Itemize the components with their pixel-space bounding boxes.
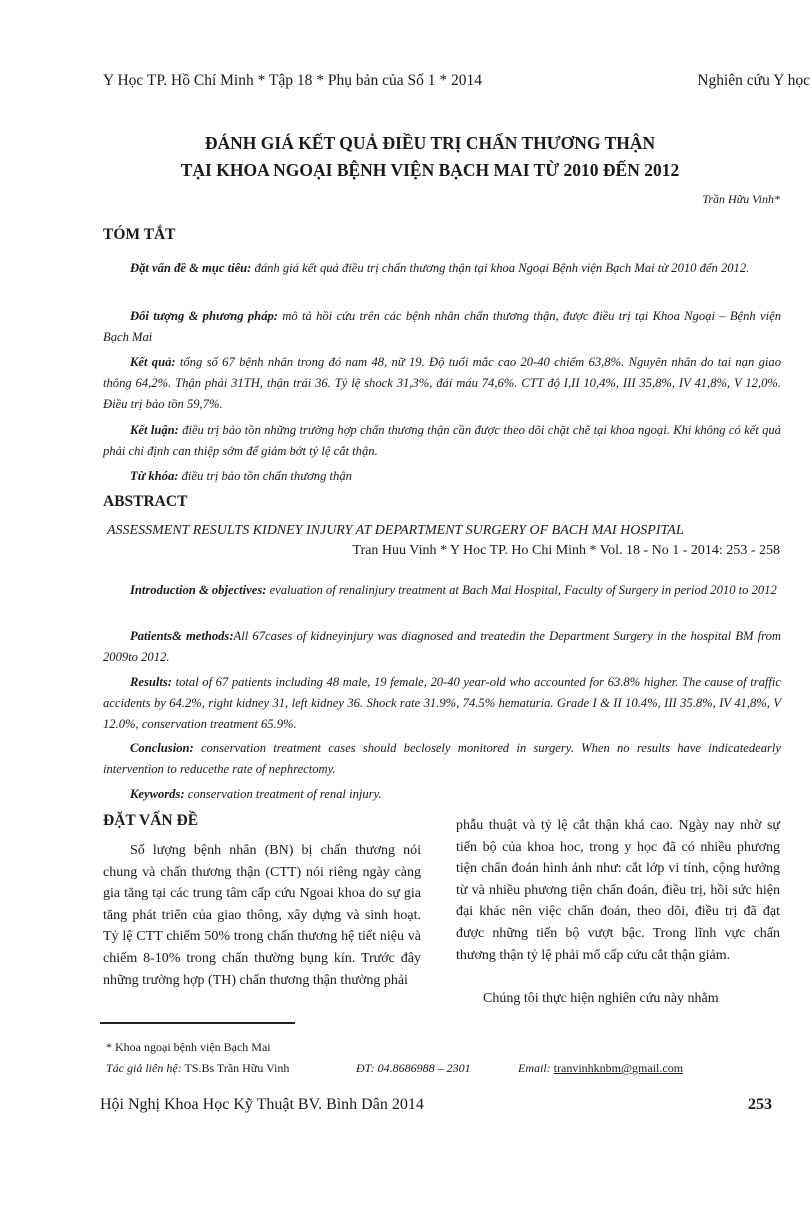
paragraph-text: phẫu thuật và tỷ lệ cắt thận khá cao. Ngày nay nhờ sự tiến bộ của khoa hoc, trong y học đã có nhiều phương tiện chẩn đoán hình ảnh như: cắt lớp vi tính, cộng hưởng từ và nhiều phương tiện chẩn đoán, điều trị, hồi sức hiện đại khác nên việc chẩn đoán, theo dõi, điều trị đã đạt được những tiến bộ vượt bậc. Trong lĩnh vực chấn thương thận tỷ lệ phải mổ cấp cứu cắt thận giảm. xyxy=(456,818,780,963)
footnote-rule xyxy=(100,1022,295,1024)
intro-left-column xyxy=(103,840,421,991)
paragraph-label: Conclusion: xyxy=(130,741,194,755)
title-line-2: TẠI KHOA NGOẠI BỆNH VIỆN BẠCH MAI TỪ 2010 ĐẾN 2012 xyxy=(180,160,680,180)
paragraph-text: All 67cases of kidneyinjury was diagnosed and treatedin the Department Surgery in the hospital BM from 2009to 2012. xyxy=(103,629,781,664)
footnote-phone: ĐT: 04.8686988 – 2301 xyxy=(356,1061,471,1075)
paper-title xyxy=(100,130,760,184)
paragraph-text: đánh giá kết quả điều trị chấn thương thận tại khoa Ngoại Bệnh viện Bạch Mai từ 2010 đến 2012. xyxy=(251,261,750,275)
abstract-heading: ABSTRACT xyxy=(103,493,188,510)
paragraph-text: evaluation of renalinjury treatment at Bach Mai Hospital, Faculty of Surgery in period 2010 to 2012 xyxy=(266,583,777,597)
paragraph-label: Đặt vấn đề & mục tiêu: xyxy=(130,261,252,275)
paragraph-label: Patients& methods: xyxy=(130,629,234,643)
tom-tat-paragraph xyxy=(103,258,781,279)
intro-right-column xyxy=(456,815,780,966)
paragraph-label: Kết quả: xyxy=(130,355,176,369)
running-header-left: Y Học TP. Hồ Chí Minh * Tập 18 * Phụ bản của Số 1 * 2014 xyxy=(103,72,483,89)
paragraph-label: Từ khóa: xyxy=(130,469,179,483)
paragraph-text: Số lượng bệnh nhân (BN) bị chấn thương nói chung và chấn thương thận (CTT) nói riêng ngày càng gia tăng tại các trung tâm cấp cứu Ngoai khoa do sự gia tăng phát triển của giao thông, xây dựng và sinh hoạt. Tỷ lệ CTT chiếm 50% trong chấn thương hệ tiết niệu và chiếm 8-10% trong chấn thường bụng kín. Trước đây những trường hợp (TH) chấn thương thận thường phải xyxy=(103,843,421,988)
paragraph-text: mô tả hồi cứu trên các bệnh nhân chấn thương thận, được điều trị tại Khoa Ngoại – Bệnh viện Bạch Mai xyxy=(103,309,781,344)
footnote-email xyxy=(518,1061,683,1076)
paragraph-label: Keywords: xyxy=(130,787,185,801)
tom-tat-paragraph xyxy=(103,466,781,487)
contact-name: TS.Bs Trần Hữu Vinh xyxy=(184,1061,290,1075)
paragraph-text: total of 67 patients including 48 male, 19 female, 20-40 year-old who accounted for 63.8% higher. The cause of traffic accidents by 64.2%, right kidney 31, left kidney 36. Shock rate 31.9%, 74.5% hematuria. Grade I & II 10.4%, III 35.8%, IV 41,8%, V 12.0%, conservation treatment 65.9%. xyxy=(103,675,781,731)
contact-label: Tác giả liên hệ: xyxy=(106,1061,182,1075)
page-number: 253 xyxy=(748,1096,772,1113)
paragraph-label: Đối tượng & phương pháp: xyxy=(130,309,278,323)
abstract-paragraph xyxy=(103,626,781,668)
paragraph-label: Introduction & objectives: xyxy=(130,583,267,597)
abstract-paragraph xyxy=(103,738,781,780)
tom-tat-paragraph xyxy=(103,306,781,348)
paragraph-text: conservation treatment of renal injury. xyxy=(184,787,382,801)
email-link[interactable]: tranvinhknbm@gmail.com xyxy=(553,1061,684,1075)
author: Trần Hữu Vinh* xyxy=(702,192,780,206)
abstract-paragraph xyxy=(103,784,781,805)
paragraph-text: điều trị bảo tồn chấn thương thận xyxy=(178,469,352,483)
paragraph-text: conservation treatment cases should beclosely monitored in surgery. When no results have indicatedearly intervention to reducethe rate of nephrectomy. xyxy=(103,741,781,776)
tom-tat-heading: TÓM TẮT xyxy=(103,226,176,243)
paragraph-label: Kết luận: xyxy=(130,423,179,437)
abstract-title: ASSESSMENT RESULTS KIDNEY INJURY AT DEPARTMENT SURGERY OF BACH MAI HOSPITAL xyxy=(107,523,684,538)
paragraph-text: tổng số 67 bệnh nhân trong đó nam 48, nữ 19. Độ tuổi mắc cao 20-40 chiếm 63,8%. Nguyên nhân do tai nạn giao thông 64,2%. Thận phải 31TH, thận trái 36. Tỷ lệ shock 31,3%, đái máu 74,6%. CTT độ I,II 10,4%, III 35,8%, IV 41,8%, V 12,0%. Điều trị bảo tồn 59,7%. xyxy=(103,355,781,411)
footer-conference: Hội Nghị Khoa Học Kỹ Thuật BV. Bình Dân 2014 xyxy=(100,1096,424,1113)
title-line-1: ĐÁNH GIÁ KẾT QUẢ ĐIỀU TRỊ CHẤN THƯƠNG THẬN xyxy=(204,133,656,153)
abstract-paragraph xyxy=(103,580,781,601)
email-label: Email: xyxy=(518,1061,551,1075)
abstract-paragraph xyxy=(103,672,781,735)
tom-tat-paragraph xyxy=(103,420,781,462)
footnote-contact xyxy=(106,1061,289,1076)
citation: Tran Huu Vinh * Y Hoc TP. Ho Chi Minh * Vol. 18 - No 1 - 2014: 253 - 258 xyxy=(352,543,780,558)
paragraph-text: điều trị bảo tồn những trường hợp chấn thương thận cần được theo dõi chặt chẽ tại khoa ngoại. Khi không có kết quả phải chỉ định can thiệp sớm để giảm bớt tỷ lệ cắt thận. xyxy=(103,423,781,458)
intro-heading: ĐẶT VẤN ĐỀ xyxy=(103,812,199,829)
paragraph-label: Results: xyxy=(130,675,172,689)
tom-tat-paragraph xyxy=(103,352,781,415)
running-header-right: Nghiên cứu Y học xyxy=(697,72,810,89)
paragraph-text: Chúng tôi thực hiện nghiên cứu này nhằm xyxy=(483,991,719,1006)
footnote-affiliation: * Khoa ngoại bệnh viện Bạch Mai xyxy=(106,1040,271,1054)
intro-right-column-2 xyxy=(456,988,780,1010)
